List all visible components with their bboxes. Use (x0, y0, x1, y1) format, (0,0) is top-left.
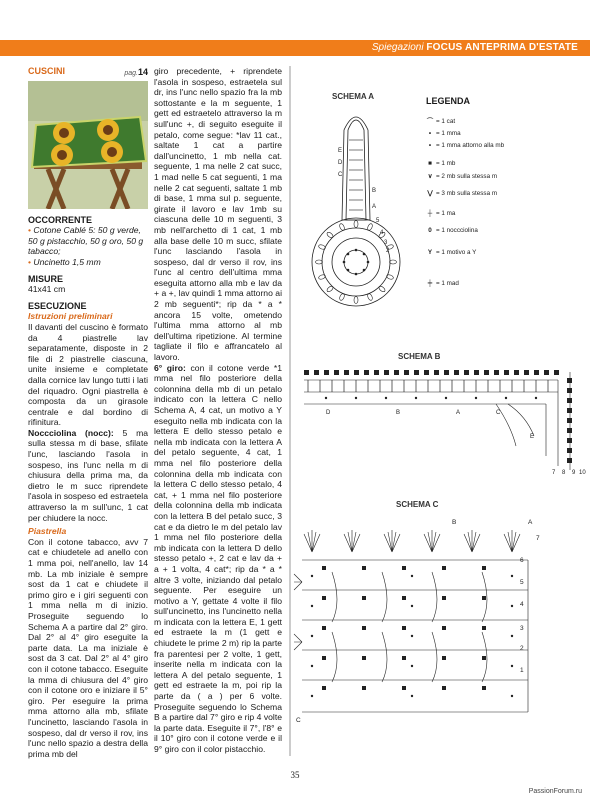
misure-heading: MISURE (28, 273, 64, 284)
legend-text: = 3 mb sulla stessa m (436, 190, 498, 197)
schema-b-row: 7 (552, 470, 556, 476)
schema-a-letter: D (338, 160, 343, 166)
schema-a-title: SCHEMA A (332, 92, 375, 101)
schema-b-row: 10 (579, 470, 586, 476)
schema-b-letter: B (396, 410, 401, 416)
page-ref-label: pag. (124, 70, 138, 77)
piastrella-paragraph: Con il cotone tabacco, avv 7 cat e chiudetele ad anello con 1 mma poi, nell'anello, lav 14 mb. La mb iniziale è sempre sost da 1 cat e chiudete il primo giro e i giri seguenti con 1 mma nella m di inizio. Proseguite seguendo lo Schema A a partire dal 2° giro. Dal 2° al 4° giro eseguite la parte data. La ma iniziale è sost da 3 cat. Dal 2° al 4° giro con il cotone tabacco. Eseguite la mma di chiusura del 4° giro con il cotone oro e iniziare il 5° giro. Per eseguire la prima mma attorno alla mb, sfilate l'uncinetto, lasciando l'asola in sospeso, dal dr verso il rov, ins l'unc nello spazio a destra della prima mb del (28, 536, 148, 759)
legend-text: = 1 mad (436, 280, 459, 287)
occorrente-bullet-1: • (28, 225, 34, 236)
cushion-photo (28, 81, 148, 209)
cushion-photo-drawing (28, 81, 148, 209)
legend-title: LEGENDA (426, 96, 471, 106)
intro-paragraph: Il davanti del cuscino è formato da 4 piastrelle lav separatamente, disposte in 2 file di 2 piastrelle ciascuna, unite insieme e completate dalla cornice lav lungo tutti i lati del riquadro. Ogni piastrella è composta da un girasole centrale e dal bordino di rifinitura. (28, 321, 148, 428)
y-stitch-icon: Y (427, 249, 433, 256)
double-crochet-icon: ╪ (427, 280, 433, 287)
legend-text: = 2 mb sulla stessa m (436, 173, 498, 180)
schema-a-letter: C (338, 172, 343, 178)
page-number: 35 (290, 770, 300, 780)
schema-b-letter: E (530, 434, 535, 440)
occorrente-line-2: Uncinetto 1,5 mm (33, 256, 101, 267)
schema-c-stitches (311, 566, 513, 697)
noccciolina-text: 5 ma sulla stessa m di base, sfilate l'unc, lasciando l'asola in sospeso, ins l'unc nella m di chiusura della prima ma, da dietro le m succ riprendete l'asola in sospeso ed estraetela attraverso la m sull'unc, 1 cat per chiudere la nocc. (28, 427, 149, 523)
slip-stitch-icon: • (428, 130, 432, 137)
legend-text: = 1 mma (436, 130, 461, 137)
schema-b-row: 9 (572, 470, 576, 476)
schema-a-letter: A (372, 204, 377, 210)
legend-text: = 1 mma attorno alla mb (436, 142, 505, 149)
schema-c-letter: C (296, 717, 301, 724)
schema-b-title: SCHEMA B (398, 352, 441, 361)
single-crochet-icon: ■ (428, 160, 432, 167)
legend-item (424, 190, 497, 198)
header-section: Spiegazioni (371, 42, 424, 53)
chain-icon: ⌒ (426, 118, 434, 125)
schema-a-row: 2 (386, 248, 390, 254)
schema-b-row: 8 (562, 470, 566, 476)
legend-text: = 1 mb (436, 160, 456, 167)
noccciolina-label: Noccciolina (nocc): (28, 427, 114, 438)
esecuzione-heading: ESECUZIONE (28, 300, 87, 311)
schema-a-letter: E (338, 148, 343, 154)
legend-item (424, 210, 455, 218)
half-double-icon: ┼ (427, 210, 433, 217)
schema-c-row: 2 (520, 645, 524, 652)
header-bar (0, 40, 590, 56)
header-label (372, 42, 578, 53)
schema-a-row: 5 (376, 218, 380, 224)
occorrente-bullet-2: • (28, 256, 34, 267)
schema-c-letter: A (528, 519, 533, 526)
legend-item (424, 142, 504, 150)
occorrente-line-1: Cotone Cablé 5: 50 g verde, 50 g pistacchio, 50 g oro, 50 g tabacco; (28, 225, 144, 257)
schema-b-diagram (296, 366, 586, 478)
two-sc-increase-icon: ∨ (427, 173, 433, 180)
page-ref-num: 14 (137, 67, 148, 77)
schema-c-row: 1 (520, 667, 524, 674)
column-middle (154, 66, 282, 755)
legend-item (424, 118, 455, 126)
piastrella-heading: Piastrella (28, 526, 67, 537)
legend-item (424, 227, 478, 235)
legend-item (424, 130, 461, 138)
schema-c-row: 5 (520, 579, 524, 586)
occorrente-heading: OCCORRENTE (28, 214, 93, 225)
schema-a-row: 4 (380, 230, 384, 236)
legend-text: = 1 ma (436, 210, 456, 217)
schema-c-title: SCHEMA C (396, 500, 439, 509)
schema-c-diagram (292, 512, 544, 732)
schema-c-row: 6 (520, 557, 524, 564)
schema-b-letter: A (456, 410, 461, 416)
column-left (28, 66, 148, 759)
schema-a-diagram (296, 100, 422, 310)
schema-c-row: 7 (536, 535, 540, 542)
legend-text: = 1 cat (436, 118, 456, 125)
watermark: PassionForum.ru (528, 788, 582, 795)
legend-text: = 1 motivo a Y (436, 249, 477, 256)
legend-item (424, 280, 459, 288)
bobble-icon: 0 (428, 227, 432, 234)
legend-item (424, 249, 476, 257)
schema-b-letter: C (496, 410, 501, 416)
giro5-continuation: giro precedente, + riprendete l'asola in sospeso, estraetela sul dr, ins l'unc nello spazio fra la mb sottostante e la m seguente, 1 gett ed estraetelo attraverso la m sull'unc +, di seguito eseguite il petalo, come segue: *lav 11 cat., saltate 1 cat a partire dall'uncinetto, 1 mb nella cat. seguente, 1 ma nelle 2 cat succ, 1 mad nelle 5 cat seguenti, 1 ma nelle 2 cat seguenti, saltate 1 mb di base, 1 mma sul p. seguente, girate il lavoro e lav 1mb su ciascuna delle 10 m seguenti, 3 mb nell'archetto di 1 cat, 1 mb alla base delle 10 m succ, sfilate l'unc lasciando l'asola in sospeso, dal dr verso il rov, ins l'unc al centro dell'ultima mma eseguita attorno alla mb e lav da + a +, lav quindi 1 mma attorno ai 2 mb seguenti*; rip da * a * ancora 15 volte, ometendo l'ultima mma attorno al mb dell'ultima ripetizione. Al termine tagliate il filo e affrancatelo al lavoro. (154, 66, 282, 363)
schema-c-row: 3 (520, 625, 524, 632)
legend-item (424, 173, 497, 181)
giro6-text: con il cotone verde *1 mma nel filo posteriore della colonnina della mb di un petalo indicato con la lettera C nello Schema A, 4 cat, un motivo a Y eseguito nella mb indicata con la lettera E dello stesso petalo e nella mb indicata con la lettera A del petalo seguente, 4 cat, 1 mma nel filo posteriore della colonnina della mb indicata con la lettera C dello stesso petalo, 4 cat, + 1 mma nel filo posteriore della colonnina della mb indicata con la lettera B del petalo succ, 3 cat e da dietro le m del petalo lav 1 mma nel filo posteriore della mb indicata con la lettera D dello stesso petalo +, 2 cat e lav da + a + 1 volta, 4 cat*; rip da * a * altre 3 volte, iniziando dal petalo seguente. Per eseguire un motivo a Y, gettate 4 volte il filo sull'uncinetto, ins l'uncinetto nella m indicata con la lettera E, 1 gett ed estraete la m (1 gett e chiudete le prime 2 m) rip la parte fra parentesi per 2 volte, 1 gett, inserite nella m indicata con la lettera A del petalo seguente, 1 gett ed estraete la m, poi rip la parte da ( a ) per 6 volte. Proseguite seguendo lo Schema B a partire dal 7° giro e rip 4 volte la parte data. Eseguite il 7°, l'8° e il 10° giro con il cotone verde e il 9° giro con il color pistacchio. (154, 362, 283, 754)
istruzioni-heading: Istruzioni preliminari (28, 311, 113, 322)
slip-stitch-around-icon: • (428, 142, 432, 149)
schema-b-letter: D (326, 410, 331, 416)
misure-value: 41x41 cm (28, 284, 66, 295)
schema-a-letter: B (372, 188, 377, 194)
legend-text: = 1 noccciolina (436, 227, 478, 234)
schema-c-letter: B (452, 519, 457, 526)
schema-c-row: 4 (520, 601, 524, 608)
three-sc-increase-icon: ⋁ (427, 190, 433, 197)
page-reference (124, 67, 148, 80)
giro6-label: 6° giro: (154, 362, 186, 373)
legend-item (424, 160, 455, 168)
schema-a-row: 3 (384, 240, 388, 246)
project-title: CUSCINI (28, 66, 66, 76)
header-title: FOCUS ANTEPRIMA D'ESTATE (426, 42, 578, 53)
